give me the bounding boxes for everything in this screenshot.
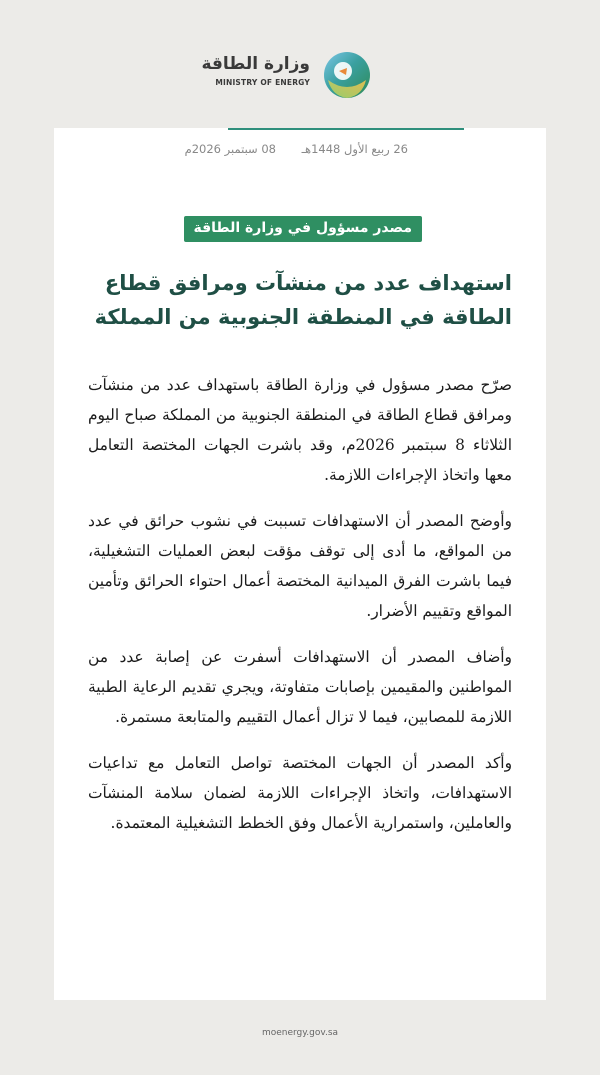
- date-line: [185, 142, 408, 156]
- statement-body: [88, 370, 512, 854]
- source-badge: مصدر مسؤول في وزارة الطاقة: [184, 216, 422, 242]
- logo-english-text: MINISTRY OF ENERGY: [215, 78, 310, 87]
- logo-arabic-text: وزارة الطاقة: [201, 54, 310, 74]
- paragraph-3: وأضاف المصدر أن الاستهدافات أسفرت عن إصابة عدد من المواطنين والمقيمين بإصابات متفاوتة، ويجري تقديم الرعاية الطبية اللازمة للمصابين، فيما لا تزال أعمال التقييم والمتابعة مستمرة.: [88, 648, 512, 726]
- paragraph-2: وأوضح المصدر أن الاستهدافات تسببت في نشوب حرائق في عدد من المواقع، ما أدى إلى توقف مؤقت لبعض العمليات التشغيلية، فيما باشرت الفرق الميدانية المختصة أعمال احتواء الحرائق وتأمين المواقع وتقييم الأضرار.: [88, 512, 512, 620]
- statement-card: [54, 128, 546, 1000]
- footer-website: moenergy.gov.sa: [261, 1028, 339, 1038]
- paragraph-1: صرّح مصدر مسؤول في وزارة الطاقة باستهداف عدد من منشآت ومرافق قطاع الطاقة في المنطقة الجنوبية من المملكة صباح اليوم الثلاثاء 8 سبتمبر 2026م، وقد باشرت الجهات المختصة التعامل معها واتخاذ الإجراءات اللازمة.: [88, 376, 512, 484]
- paragraph-4: وأكد المصدر أن الجهات المختصة تواصل التعامل مع تداعيات الاستهدافات، واتخاذ الإجراءات اللازمة لضمان سلامة المنشآت والعاملين، واستمرارية الأعمال وفق الخطط التشغيلية المعتمدة.: [88, 754, 512, 832]
- card-top-divider: [228, 128, 464, 130]
- hijri-date: 26 ربيع الأول 1448هـ: [301, 142, 408, 156]
- ministry-of-energy-logo-icon: [322, 50, 372, 100]
- headline-line-1: استهداف عدد من منشآت ومرافق قطاع: [104, 271, 512, 295]
- headline: [72, 266, 512, 334]
- ministry-logo: [0, 44, 600, 104]
- gregorian-date: 08 سبتمبر 2026م: [184, 142, 276, 156]
- headline-line-2: الطاقة في المنطقة الجنوبية من المملكة: [94, 305, 512, 329]
